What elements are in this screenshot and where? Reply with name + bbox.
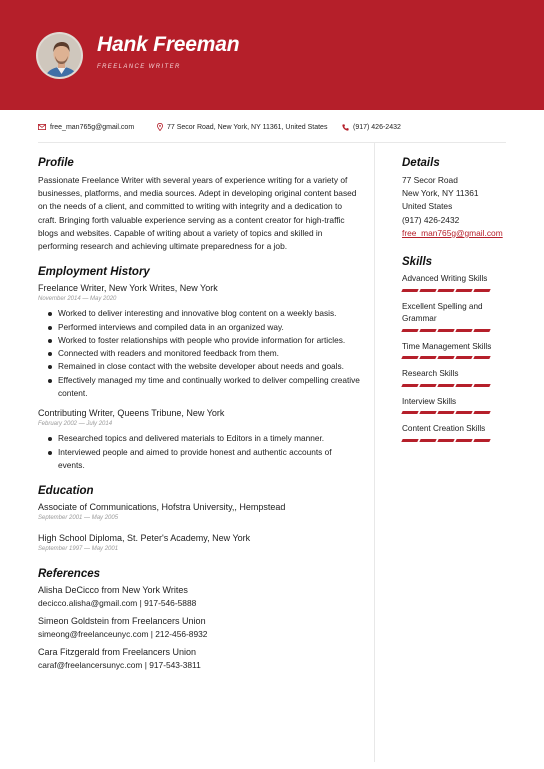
reference-contact: caraf@freelancersunyc.com | 917-543-3811 xyxy=(38,660,201,671)
education-title: Associate of Communications, Hofstra University,, Hempstead xyxy=(38,502,286,513)
skill-entry xyxy=(402,368,512,387)
reference-name: Simeon Goldstein from Freelancers Union xyxy=(38,616,206,627)
job-dates: November 2014 — May 2020 xyxy=(38,296,117,303)
job-bullet: Worked to foster relationships with people who provide information for articles. xyxy=(48,334,360,347)
job-bullet: Effectively managed my time and continually worked to deliver compelling creative content. xyxy=(48,374,360,401)
contact-divider xyxy=(38,142,506,143)
profile-text: Passionate Freelance Writer with several years of experience writing for a variety of businesses, platforms, and media sources. Adept in developing original content based on the needs of a client, and committed to writing with integrity and a dedication to craft. Bringing forth valuable experience serving as a content creator for high-traffic blogs and websites. Capable of writing about a variety of topics and skilled in performing research and achieving ultimate preparedness for a job. xyxy=(38,175,357,252)
job-entry xyxy=(38,283,360,400)
reference-contact: simeong@freelanceunyc.com | 212-456-8932 xyxy=(38,629,208,640)
job-dates: February 2002 — July 2014 xyxy=(38,421,113,428)
job-bullet: Researched topics and delivered materials to Editors in a timely manner. xyxy=(48,432,360,445)
skill-name: Excellent Spelling and Grammar xyxy=(402,301,483,324)
skill-entry xyxy=(402,273,512,292)
contact-address-text: 77 Secor Road, New York, NY 11361, United States xyxy=(167,123,328,131)
skill-name: Content Creation Skills xyxy=(402,424,486,434)
skill-level-bar xyxy=(402,439,512,442)
skill-level-bar xyxy=(402,384,512,387)
contact-phone-text: (917) 426-2432 xyxy=(353,123,401,131)
education-title: High School Diploma, St. Peter's Academy, New York xyxy=(38,533,251,544)
header-banner xyxy=(0,0,544,110)
reference-contact: decicco.alisha@gmail.com | 917-546-5888 xyxy=(38,598,197,609)
reference-name: Cara Fitzgerald from Freelancers Union xyxy=(38,647,197,658)
skill-level-bar xyxy=(402,289,512,292)
skill-entry xyxy=(402,301,512,332)
column-divider xyxy=(374,142,375,762)
location-pin-icon xyxy=(157,123,163,131)
mail-icon xyxy=(38,124,46,130)
contact-address xyxy=(157,122,327,132)
job-title: Freelance Writer, New York Writes, New York xyxy=(38,283,218,294)
avatar-portrait-icon xyxy=(38,34,83,79)
skill-name: Time Management Skills xyxy=(402,341,492,351)
details-phone: (917) 426-2432 xyxy=(402,214,460,225)
job-bullet: Remained in close contact with the website developer about needs and goals. xyxy=(48,360,360,373)
job-entry xyxy=(38,408,360,472)
skill-name: Research Skills xyxy=(402,369,459,379)
avatar xyxy=(36,32,83,79)
details-country: United States xyxy=(402,201,453,212)
skill-level-bar xyxy=(402,411,512,414)
job-bullet: Worked to deliver interesting and innovative blog content on a weekly basis. xyxy=(48,307,360,320)
education-entry xyxy=(38,502,360,521)
candidate-job-title: FREELANCE WRITER xyxy=(97,64,181,70)
education-heading: Education xyxy=(38,485,94,498)
job-bullet: Interviewed people and aimed to provide honest and authentic accounts of events. xyxy=(48,446,360,473)
details-address-line2: New York, NY 11361 xyxy=(402,188,479,199)
contact-email-text: free_man765g@gmail.com xyxy=(50,123,135,131)
education-entry xyxy=(38,533,360,552)
skills-heading: Skills xyxy=(402,256,433,269)
skill-entry xyxy=(402,341,512,360)
details-address-line1: 77 Secor Road xyxy=(402,175,458,185)
employment-heading: Employment History xyxy=(38,266,150,279)
skill-level-bar xyxy=(402,329,512,332)
main-column xyxy=(38,157,360,670)
contact-phone xyxy=(342,122,401,132)
skill-name: Advanced Writing Skills xyxy=(402,274,488,284)
candidate-name: Hank Freeman xyxy=(97,33,240,56)
references-heading: References xyxy=(38,568,101,581)
job-bullet: Connected with readers and monitored feedback from them. xyxy=(48,347,360,360)
phone-icon xyxy=(342,124,349,131)
details-email-link[interactable]: free_man765g@gmail.com xyxy=(402,227,503,238)
reference-entry xyxy=(38,585,360,608)
skill-level-bar xyxy=(402,356,512,359)
profile-heading: Profile xyxy=(38,157,74,169)
education-dates: September 2001 — May 2005 xyxy=(38,515,119,522)
contact-email xyxy=(38,122,134,132)
side-column xyxy=(402,157,512,451)
reference-name: Alisha DeCicco from New York Writes xyxy=(38,585,188,596)
job-bullet: Performed interviews and compiled data in an organized way. xyxy=(48,321,360,334)
skill-name: Interview Skills xyxy=(402,396,457,406)
skill-entry xyxy=(402,396,512,415)
reference-entry xyxy=(38,647,360,670)
reference-entry xyxy=(38,616,360,639)
job-title: Contributing Writer, Queens Tribune, New York xyxy=(38,408,225,419)
education-dates: September 1997 — May 2001 xyxy=(38,546,119,553)
details-heading: Details xyxy=(402,157,440,169)
skill-entry xyxy=(402,423,512,442)
